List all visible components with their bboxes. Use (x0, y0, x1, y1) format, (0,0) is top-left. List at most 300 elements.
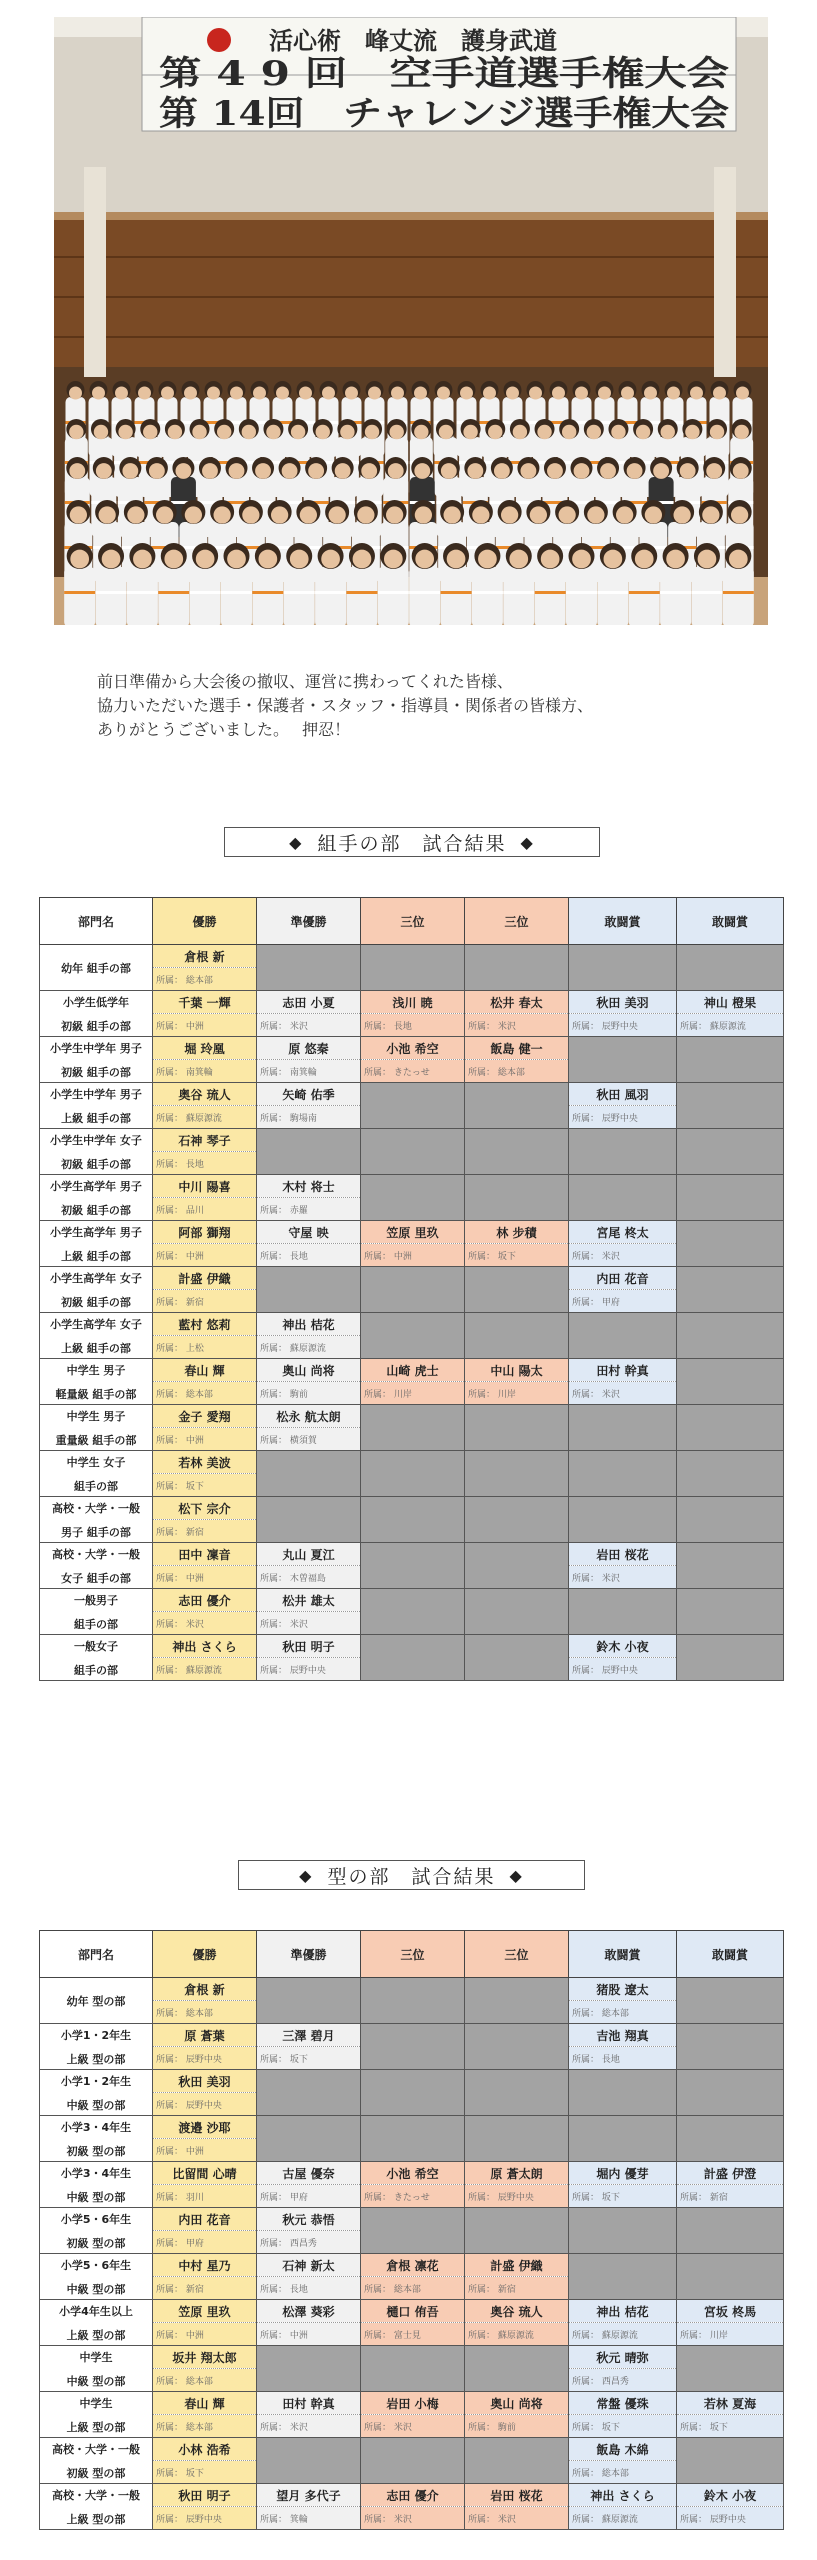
winner-name: 神出 桔花 (569, 2300, 677, 2323)
winner-name: 岩田 桜花 (569, 1543, 677, 1566)
affiliation-value: 総本部 (183, 1389, 213, 1400)
affiliation-prefix: 所属： (572, 1021, 600, 1032)
winner-name: 望月 多代子 (257, 2484, 361, 2507)
affiliation-value: 川岸 (391, 1389, 412, 1400)
division-name (40, 2254, 153, 2300)
division-name-line: 初級 型の部 (66, 2466, 126, 2480)
division-name (40, 2346, 153, 2392)
affiliation-value: 川岸 (707, 2330, 728, 2341)
winner-affiliation (361, 2507, 465, 2530)
affiliation-value: 中洲 (183, 1021, 204, 1032)
winner-name: 山崎 虎士 (361, 1359, 465, 1382)
winner-name: 神山 橙果 (677, 991, 784, 1014)
winner-name: 倉根 新 (153, 945, 257, 968)
affiliation-value: 蘇原源流 (183, 1113, 222, 1124)
empty-cell (569, 1497, 677, 1543)
affiliation-value: 坂下 (183, 1481, 204, 1492)
empty-cell (257, 1129, 361, 1175)
division-name-line: 一般女子 (74, 1639, 118, 1653)
person-face (731, 506, 748, 523)
affiliation-prefix: 所属： (156, 2330, 184, 2341)
diamond-icon: ◆ (509, 1865, 524, 1885)
table-row (40, 2346, 784, 2369)
winner-name: 藍村 悠莉 (153, 1313, 257, 1336)
affiliation-prefix: 所属： (156, 2008, 184, 2019)
winner-name: 神出 さくら (569, 2484, 677, 2507)
person-face (680, 463, 696, 479)
affiliation-value: 辰野中央 (183, 2054, 222, 2065)
person-face (702, 506, 719, 523)
winner-affiliation (153, 1474, 257, 1497)
affiliation-prefix: 所属： (260, 1251, 288, 1262)
division-name (40, 1451, 153, 1497)
person-figure (96, 567, 127, 625)
table-row (40, 2254, 784, 2277)
winner-affiliation (677, 2415, 784, 2438)
winner-affiliation (153, 2277, 257, 2300)
affiliation-value: 新宿 (183, 2284, 204, 2295)
winner-name: 田中 凜音 (153, 1543, 257, 1566)
division-name-line: 小学生高学年 女子 (50, 1317, 142, 1331)
person-figure (158, 567, 189, 625)
affiliation-prefix: 所属： (468, 1251, 496, 1262)
person-face (259, 550, 278, 569)
affiliation-prefix: 所属： (156, 2192, 184, 2203)
winner-name: 千葉 一輝 (153, 991, 257, 1014)
affiliation-value: 坂下 (287, 2054, 308, 2065)
empty-cell (677, 1313, 784, 1359)
belt (472, 591, 503, 594)
person-face (69, 387, 82, 400)
group-photo-illustration (54, 17, 768, 625)
empty-cell (465, 1313, 569, 1359)
person-face (102, 550, 121, 569)
division-name-line: 高校・大学・一般 (52, 1547, 140, 1561)
affiliation-prefix: 所属： (156, 1435, 184, 1446)
empty-cell (361, 2116, 465, 2162)
person-face (242, 506, 259, 523)
affiliation-value: 辰野中央 (183, 2100, 222, 2111)
person-face (644, 387, 657, 400)
person-figure (378, 567, 409, 625)
person-face (389, 425, 403, 439)
winner-name: 原 蒼葉 (153, 2024, 257, 2047)
winner-affiliation (569, 2047, 677, 2070)
table-row (40, 1978, 784, 2001)
empty-cell (361, 1451, 465, 1497)
affiliation-prefix: 所属： (156, 1665, 184, 1676)
winner-name: 松永 航太朗 (257, 1405, 361, 1428)
affiliation-value: 長地 (183, 1159, 204, 1170)
winner-affiliation (569, 1014, 677, 1037)
division-name-line: 小学1・2年生 (60, 2028, 132, 2042)
affiliation-prefix: 所属： (572, 2468, 600, 2479)
person-face (290, 550, 309, 569)
banner-line-3: 第 14回 チャレンジ選手権大会 (159, 94, 729, 134)
belt (96, 591, 127, 594)
person-face (242, 425, 256, 439)
column-header: 敢闘賞 (569, 1931, 677, 1978)
affiliation-value: 坂下 (599, 2192, 620, 2203)
division-name-line: 小学5・6年生 (60, 2212, 132, 2226)
winner-affiliation (257, 1336, 361, 1359)
winner-name: 笠原 里玖 (153, 2300, 257, 2323)
affiliation-prefix: 所属： (572, 2192, 600, 2203)
person-face (138, 387, 151, 400)
affiliation-prefix: 所属： (260, 2514, 288, 2525)
empty-cell (569, 1405, 677, 1451)
winner-affiliation (153, 968, 257, 991)
affiliation-value: 駒場南 (287, 1113, 317, 1124)
winner-affiliation (153, 2323, 257, 2346)
person-face (478, 550, 497, 569)
winner-affiliation (153, 1198, 257, 1221)
person-figure (472, 567, 503, 625)
winner-affiliation (153, 2093, 257, 2116)
division-name-line: 小学3・4年生 (60, 2120, 132, 2134)
winner-name: 矢崎 佑季 (257, 1083, 361, 1106)
person-face (353, 550, 372, 569)
affiliation-prefix: 所属： (156, 2514, 184, 2525)
affiliation-prefix: 所属： (572, 1251, 600, 1262)
affiliation-value: 総本部 (183, 975, 213, 986)
winner-affiliation (153, 2461, 257, 2484)
winner-name: 浅川 暁 (361, 991, 465, 1014)
division-name-line: 上級 型の部 (66, 2052, 126, 2066)
division-name (40, 1978, 153, 2024)
affiliation-prefix: 所属： (364, 2514, 392, 2525)
winner-name: 石神 新太 (257, 2254, 361, 2277)
person-figure (660, 567, 691, 625)
affiliation-prefix: 所属： (260, 2330, 288, 2341)
winner-name: 林 步積 (465, 1221, 569, 1244)
person-face (98, 506, 115, 523)
affiliation-prefix: 所属： (468, 2514, 496, 2525)
division-name-line: 女子 組手の部 (61, 1571, 131, 1585)
winner-name: 原 蒼太朗 (465, 2162, 569, 2185)
winner-affiliation (153, 1612, 257, 1635)
column-header: 三位 (465, 1931, 569, 1978)
empty-cell (677, 1589, 784, 1635)
affiliation-prefix: 所属： (260, 1205, 288, 1216)
winner-name: 樋口 侑吾 (361, 2300, 465, 2323)
division-name (40, 1129, 153, 1175)
affiliation-prefix: 所属： (156, 1573, 184, 1584)
person-face (587, 506, 604, 523)
person-face (365, 425, 379, 439)
affiliation-value: 甲府 (183, 2238, 204, 2249)
person-face (513, 425, 527, 439)
empty-cell (569, 1175, 677, 1221)
person-face (414, 463, 430, 479)
winner-affiliation (257, 1106, 361, 1129)
person-face (276, 387, 289, 400)
winner-name: 岩田 小梅 (361, 2392, 465, 2415)
person-figure (190, 567, 221, 625)
person-face (266, 425, 280, 439)
affiliation-value: 総本部 (183, 2376, 213, 2387)
belt (378, 591, 409, 594)
winner-affiliation (257, 1060, 361, 1083)
person-face (300, 506, 317, 523)
winner-affiliation (257, 1612, 361, 1635)
winner-name: 倉根 凛花 (361, 2254, 465, 2277)
column-header: 準優勝 (257, 898, 361, 945)
affiliation-prefix: 所属： (156, 1343, 184, 1354)
person-face (414, 425, 428, 439)
empty-cell (677, 1405, 784, 1451)
affiliation-prefix: 所属： (572, 2514, 600, 2525)
person-face (636, 425, 650, 439)
table-row (40, 1129, 784, 1152)
affiliation-prefix: 所属： (364, 2330, 392, 2341)
column-header: 部門名 (40, 898, 153, 945)
division-name (40, 2024, 153, 2070)
belt (535, 591, 566, 594)
winner-name: 田村 幹真 (257, 2392, 361, 2415)
empty-cell (677, 1037, 784, 1083)
person-face (227, 550, 246, 569)
affiliation-prefix: 所属： (468, 2284, 496, 2295)
column-header: 三位 (361, 1931, 465, 1978)
division-name (40, 945, 153, 991)
winner-name: 田村 幹真 (569, 1359, 677, 1382)
column-header: 優勝 (153, 898, 257, 945)
winner-affiliation (257, 2185, 361, 2208)
affiliation-prefix: 所属： (572, 2376, 600, 2387)
table-row (40, 1175, 784, 1198)
winner-affiliation (465, 1014, 569, 1037)
winner-affiliation (465, 1382, 569, 1405)
empty-cell (569, 2070, 677, 2116)
division-name-line: 中級 型の部 (66, 2190, 126, 2204)
belt (284, 591, 315, 594)
affiliation-value: 中洲 (183, 1573, 204, 1584)
belt (190, 591, 221, 594)
division-name-line: 小学生高学年 男子 (50, 1225, 142, 1239)
person-face (321, 550, 340, 569)
empty-cell (677, 1175, 784, 1221)
winner-name: 三澤 碧月 (257, 2024, 361, 2047)
table-header-row (40, 1931, 784, 1978)
person-face (552, 387, 565, 400)
person-face (299, 387, 312, 400)
affiliation-value: 長地 (599, 2054, 620, 2065)
person-face (230, 387, 243, 400)
person-face (414, 387, 427, 400)
empty-cell (465, 1405, 569, 1451)
winner-affiliation (153, 1106, 257, 1129)
affiliation-prefix: 所属： (260, 1665, 288, 1676)
person-face (176, 463, 192, 479)
belt (315, 591, 346, 594)
person-face (115, 387, 128, 400)
division-name-line: 組手の部 (74, 1617, 118, 1631)
affiliation-prefix: 所属： (156, 2146, 184, 2157)
division-name (40, 1267, 153, 1313)
person-face (255, 463, 271, 479)
person-face (598, 387, 611, 400)
winner-name: 飯島 健一 (465, 1037, 569, 1060)
person-face (94, 425, 108, 439)
empty-cell (677, 2254, 784, 2300)
affiliation-value: 中洲 (183, 1251, 204, 1262)
winner-name: 鈴木 小夜 (677, 2484, 784, 2507)
affiliation-value: 甲府 (599, 1297, 620, 1308)
empty-cell (465, 1635, 569, 1681)
person-face (572, 550, 591, 569)
empty-cell (465, 1543, 569, 1589)
belt (346, 591, 377, 594)
person-face (616, 506, 633, 523)
kata-results-table (39, 1930, 784, 2530)
affiliation-prefix: 所属： (468, 1389, 496, 1400)
empty-cell (677, 1267, 784, 1313)
person-face (340, 425, 354, 439)
winner-name: 志田 優介 (361, 2484, 465, 2507)
affiliation-value: 駒前 (495, 2422, 516, 2433)
winner-name: 常盤 優珠 (569, 2392, 677, 2415)
person-face (164, 550, 183, 569)
affiliation-value: 西昌秀 (287, 2238, 317, 2249)
person-face (736, 387, 749, 400)
division-name-line: 初級 組手の部 (61, 1203, 131, 1217)
table-row (40, 1359, 784, 1382)
winner-affiliation (465, 2185, 569, 2208)
winner-name: 松井 春太 (465, 991, 569, 1014)
person-face (118, 425, 132, 439)
winner-affiliation (569, 2369, 677, 2392)
winner-name: 守屋 映 (257, 1221, 361, 1244)
empty-cell (257, 2070, 361, 2116)
empty-cell (677, 2024, 784, 2070)
empty-cell (361, 1083, 465, 1129)
person-figure (252, 567, 283, 625)
belt (409, 591, 440, 594)
kata-section-title (238, 1860, 585, 1890)
empty-cell (257, 2116, 361, 2162)
affiliation-prefix: 所属： (156, 2100, 184, 2111)
affiliation-prefix: 所属： (156, 1251, 184, 1262)
winner-affiliation (569, 1566, 677, 1589)
person-face (328, 506, 345, 523)
empty-cell (677, 2208, 784, 2254)
winner-affiliation (257, 1658, 361, 1681)
winner-affiliation (569, 2461, 677, 2484)
person-figure (597, 567, 628, 625)
affiliation-prefix: 所属： (156, 1527, 184, 1538)
division-name-line: 上級 型の部 (66, 2512, 126, 2526)
affiliation-prefix: 所属： (572, 1573, 600, 1584)
person-face (282, 463, 298, 479)
affiliation-prefix: 所属： (156, 1067, 184, 1078)
belt (158, 591, 189, 594)
belt (441, 591, 472, 594)
person-face (441, 463, 457, 479)
person-face (161, 387, 174, 400)
winner-affiliation (257, 2415, 361, 2438)
winner-affiliation (569, 2415, 677, 2438)
affiliation-value: きたっせ (391, 2192, 430, 2203)
affiliation-prefix: 所属： (364, 1251, 392, 1262)
winner-affiliation (153, 1060, 257, 1083)
division-name-line: 中学生 (79, 2396, 113, 2410)
empty-cell (361, 1313, 465, 1359)
division-name (40, 1175, 153, 1221)
winner-name: 奥谷 琉人 (153, 1083, 257, 1106)
winner-name: 奥谷 琉人 (465, 2300, 569, 2323)
person-figure (284, 567, 315, 625)
division-name-line: 中学生 女子 (66, 1455, 126, 1469)
winner-affiliation (153, 2415, 257, 2438)
affiliation-prefix: 所属： (260, 1435, 288, 1446)
winner-affiliation (361, 2277, 465, 2300)
table-row (40, 1451, 784, 1474)
affiliation-value: 辰野中央 (599, 1665, 638, 1676)
division-name (40, 1221, 153, 1267)
division-name (40, 991, 153, 1037)
division-name (40, 2208, 153, 2254)
winner-name: 猪股 遼太 (569, 1978, 677, 2001)
table-row (40, 1083, 784, 1106)
empty-cell (361, 945, 465, 991)
person-face (92, 387, 105, 400)
person-face (291, 425, 305, 439)
affiliation-prefix: 所属： (680, 2192, 708, 2203)
person-face (185, 506, 202, 523)
affiliation-value: 川岸 (495, 1389, 516, 1400)
empty-cell (257, 1451, 361, 1497)
division-name (40, 1543, 153, 1589)
person-face (196, 550, 215, 569)
affiliation-prefix: 所属： (156, 1021, 184, 1032)
affiliation-value: 新宿 (707, 2192, 728, 2203)
division-name-line: 重量級 組手の部 (55, 1433, 137, 1447)
column-header: 部門名 (40, 1931, 153, 1978)
empty-cell (677, 1635, 784, 1681)
affiliation-prefix: 所属： (260, 1389, 288, 1400)
person-face (734, 425, 748, 439)
winner-affiliation (257, 2507, 361, 2530)
affiliation-value: 坂下 (495, 1251, 516, 1262)
affiliation-value: 米沢 (183, 1619, 204, 1630)
person-face (192, 425, 206, 439)
winner-affiliation (153, 2369, 257, 2392)
person-face (467, 463, 483, 479)
winner-affiliation (569, 2507, 677, 2530)
affiliation-prefix: 所属： (156, 2054, 184, 2065)
affiliation-prefix: 所属： (468, 2192, 496, 2203)
person-face (690, 387, 703, 400)
person-figure (127, 567, 158, 625)
affiliation-prefix: 所属： (156, 2422, 184, 2433)
empty-cell (677, 1978, 784, 2024)
affiliation-value: 新宿 (183, 1527, 204, 1538)
person-face (635, 550, 654, 569)
empty-cell (361, 1405, 465, 1451)
division-name-line: 小学生中学年 女子 (50, 1133, 142, 1147)
winner-affiliation (257, 1198, 361, 1221)
division-name-line: 高校・大学・一般 (52, 2442, 140, 2456)
winner-name: 鈴木 小夜 (569, 1635, 677, 1658)
kumite-results-table (39, 897, 784, 1681)
kata-title-text: 型の部 試合結果 (327, 1865, 496, 1888)
person-face (335, 463, 351, 479)
person-face (494, 463, 510, 479)
winner-affiliation (257, 1382, 361, 1405)
winner-affiliation (153, 1336, 257, 1359)
person-face (611, 425, 625, 439)
